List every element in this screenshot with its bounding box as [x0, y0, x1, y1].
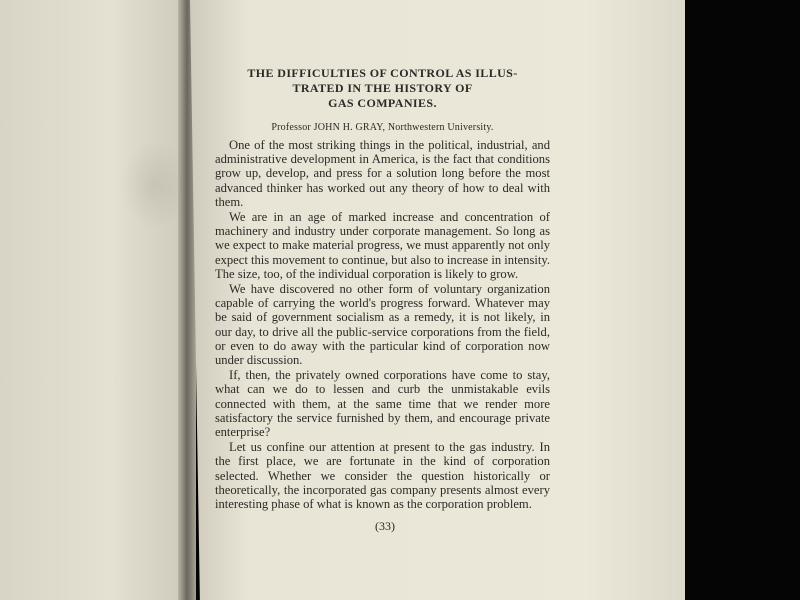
paragraph: If, then, the privately owned corporations have come to stay, what can we do to lessen and curb the unmistakable evils connected with them, at the same time that we render more satisfactory the service furnished by them, and encourage private enterprise?	[215, 368, 550, 440]
title-line: THE DIFFICULTIES OF CONTROL AS ILLUS-	[247, 66, 518, 80]
title-line: GAS COMPANIES.	[328, 96, 437, 110]
paragraph: Let us confine our attention at present to the gas industry. In the first place, we are fortunate in the kind of corporation selected. Whether we consider the question historically or theoretically, the incorporated gas company presents almost every interesting phase of what is known as the corporation problem.	[215, 440, 550, 512]
paragraph: One of the most striking things in the political, industrial, and administrative development in America, is the fact that conditions grow up, develop, and press for a solution long before the most advanced thinker has worked out any theory of how to deal with them.	[215, 138, 550, 209]
paragraph: We have discovered no other form of voluntary organization capable of carrying the world's progress forward. Whatever may be said of government socialism as a remedy, it is not likely, in our day, to drive all the public-service corporations from the field, or even to do away with the particular kind of corporation now under discussion.	[215, 282, 550, 368]
paragraph: We are in an age of marked increase and concentration of machinery and industry under corporate management. So long as we expect to make material progress, we must apparently not only expect this movement to continue, but also to increase in intensity. The size, too, of the individual corporation is likely to grow.	[215, 210, 550, 281]
author-line: Professor JOHN H. GRAY, Northwestern University.	[271, 122, 494, 133]
article-text-block	[215, 66, 550, 511]
title-line: TRATED IN THE HISTORY OF	[292, 81, 473, 95]
article-title	[215, 66, 550, 111]
page-number: (33)	[375, 519, 395, 533]
article-body	[215, 138, 550, 511]
left-page	[0, 0, 185, 600]
